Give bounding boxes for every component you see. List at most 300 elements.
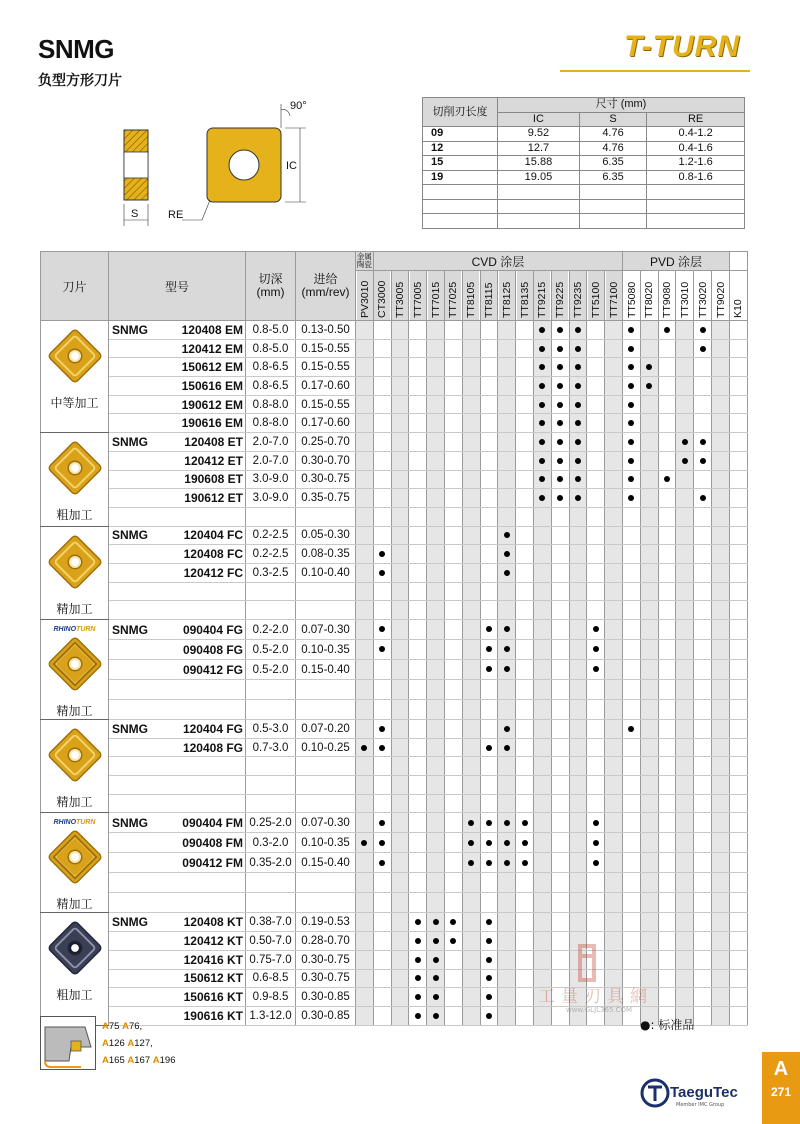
insert-image [46,726,104,784]
feed-cell: 0.10-0.40 [296,563,356,582]
depth-cell: 0.5-2.0 [246,640,296,660]
depth-cell [246,893,296,913]
company-name: TaeguTec [670,1084,738,1101]
model-code: 190612 EM [181,397,243,412]
company-sub: Member IMC Group [676,1102,725,1108]
standard-dot [486,938,492,944]
grade-cell [356,853,374,873]
grade-cell [640,640,658,660]
grade-cell [480,720,498,739]
grade-cell [569,545,587,564]
grade-cell [658,913,676,932]
depth-cell [246,601,296,620]
standard-dot [646,383,652,389]
grade-cell [462,620,480,640]
grade-cell [533,545,551,564]
feed-cell: 0.10-0.25 [296,738,356,757]
grade-header: CT3000 [373,271,391,321]
grade-cell [498,913,516,932]
grade-cell [462,377,480,396]
grade-cell [676,451,694,470]
grade-cell [640,853,658,873]
grade-cell [444,395,462,414]
grade-cell [605,414,623,433]
grade-cell [587,913,605,932]
depth-cell [246,757,296,776]
grade-cell [605,582,623,601]
reference-line [102,1052,175,1069]
grade-cell [605,738,623,757]
grade-cell [712,893,730,913]
dimension-code: 19 [423,170,498,185]
grade-cell [623,950,641,969]
grade-cell [427,893,445,913]
grade-cell [569,720,587,739]
standard-dot [504,646,510,652]
grade-cell [569,582,587,601]
depth-cell [246,873,296,893]
standard-dot [415,938,421,944]
grade-cell [729,738,747,757]
grade-cell [462,932,480,951]
grade-cell [605,433,623,452]
grade-cell [427,545,445,564]
col-re: RE [647,112,745,127]
grade-cell [658,470,676,489]
grade-cell [712,470,730,489]
grade-cell [498,489,516,508]
ref-page[interactable]: 76, [128,1021,143,1032]
grade-cell [391,950,409,969]
grade-cell [498,321,516,340]
grade-cell [623,833,641,853]
grade-cell [391,873,409,893]
model-prefix: SNMG [112,915,148,930]
standard-dot [486,626,492,632]
grade-cell [427,414,445,433]
grade-cell [427,660,445,680]
standard-dot [379,646,385,652]
feed-cell: 0.15-0.55 [296,395,356,414]
standard-dot [504,860,510,866]
model-code: 190612 ET [184,491,243,506]
grade-cell [712,620,730,640]
ref-page[interactable]: 167 [134,1055,151,1066]
dimension-row [423,127,745,142]
dimension-value: 0.4-1.6 [647,141,745,156]
grade-cell [729,853,747,873]
grade-cell [409,738,427,757]
grade-cell [516,470,534,489]
page-title: SNMG [38,34,114,64]
grade-cell [356,700,374,720]
grade-header: TT9080 [658,271,676,321]
grade-cell [373,545,391,564]
standard-dot [628,726,634,732]
table-row [41,358,748,377]
grade-cell [427,451,445,470]
grade-cell [480,470,498,489]
grade-cell [498,700,516,720]
model-code: 120408 KT [183,915,243,930]
grade-cell [658,620,676,640]
dimension-value: 4.76 [579,127,646,142]
standard-dot [593,860,599,866]
grade-cell [356,414,374,433]
grade-cell [498,932,516,951]
model-cell [109,358,246,377]
standard-dot [361,745,367,751]
grade-cell [480,563,498,582]
grade-cell [409,526,427,545]
feed-cell: 0.07-0.30 [296,620,356,640]
grade-cell [729,507,747,526]
grade-cell [480,988,498,1007]
dimension-code: 09 [423,127,498,142]
grade-header: TT8125 [498,271,516,321]
standard-dot [379,840,385,846]
grade-header: TT9020 [712,271,730,321]
model-code: 120408 EM [181,322,243,337]
grade-cell [658,988,676,1007]
standard-dot [379,820,385,826]
grade-cell [658,377,676,396]
grade-cell [480,853,498,873]
col-size: 尺寸 (mm) [498,98,745,113]
grade-cell [676,321,694,340]
grade-cell [409,620,427,640]
grade-cell [658,833,676,853]
grade-cell [551,738,569,757]
model-code: 120404 FC [183,528,243,543]
grade-cell [516,680,534,700]
grade-cell [409,913,427,932]
grade-cell [729,720,747,739]
ref-letter: A [122,1021,129,1032]
grade-cell [658,720,676,739]
grade-cell [623,358,641,377]
grade-cell [462,507,480,526]
grade-cell [605,507,623,526]
grade-cell [516,414,534,433]
depth-cell: 2.0-7.0 [246,433,296,452]
grade-cell [480,395,498,414]
grade-cell [605,339,623,358]
model-code: 090404 FG [182,622,243,637]
grade-cell [480,873,498,893]
grade-cell [516,545,534,564]
grade-cell [587,433,605,452]
grade-cell [605,660,623,680]
grade-cell [587,489,605,508]
standard-dot [433,957,439,963]
grade-cell [712,489,730,508]
grade-cell [533,813,551,833]
grade-cell [551,545,569,564]
grade-cell [427,582,445,601]
grade-cell [462,969,480,988]
grade-cell [605,893,623,913]
grade-cell [516,563,534,582]
table-row [41,738,748,757]
insert-cell [41,720,109,813]
standard-dot [557,402,563,408]
s-label: S [131,208,139,220]
ref-page[interactable]: 75 [108,1021,120,1032]
model-code: 090412 FM [182,855,243,870]
grade-cell [480,1006,498,1025]
depth-cell: 0.25-2.0 [246,813,296,833]
standard-dot [628,476,634,482]
grade-cell [462,563,480,582]
grade-cell [373,358,391,377]
grade-cell [658,680,676,700]
grade-cell [694,893,712,913]
grade-cell [427,720,445,739]
grade-cell [462,451,480,470]
grade-cell [480,507,498,526]
grade-cell [391,720,409,739]
grade-cell [551,601,569,620]
grade-cell [533,738,551,757]
model-cell [109,932,246,951]
brand-underline [560,70,750,72]
grade-cell [569,873,587,893]
grade-cell [551,640,569,660]
col-insert: 刀片 [41,252,109,321]
grade-cell [356,932,374,951]
depth-cell: 0.50-7.0 [246,932,296,951]
depth-cell [246,582,296,601]
grade-cell [480,377,498,396]
grade-cell [623,853,641,873]
grade-cell [712,526,730,545]
grade-cell [712,932,730,951]
standard-dot [593,666,599,672]
grade-cell [444,526,462,545]
grade-cell [605,853,623,873]
ref-page[interactable]: 127, [134,1038,153,1049]
grade-cell [569,853,587,873]
grade-cell [587,640,605,660]
dimension-value: 0.8-1.6 [647,170,745,185]
ref-letter: A [102,1038,109,1049]
grade-cell [356,640,374,660]
grade-cell [409,873,427,893]
grade-header: TT3005 [391,271,409,321]
watermark-logo [536,944,596,984]
grade-cell [729,640,747,660]
watermark-text: 工量刃具網 [538,987,653,1007]
grade-cell [498,507,516,526]
grade-cell [658,545,676,564]
standard-dot [539,495,545,501]
grade-cell [623,601,641,620]
re-label: RE [168,209,184,221]
grade-cell [498,451,516,470]
grade-cell [569,377,587,396]
dimension-value [579,214,646,229]
standard-dot [557,327,563,333]
dimension-code: 12 [423,141,498,156]
grade-cell [551,339,569,358]
model-cell [109,794,246,813]
standard-dot [628,364,634,370]
grade-cell [533,470,551,489]
grade-cell [427,950,445,969]
feed-cell [296,700,356,720]
model-cell [109,893,246,913]
grade-cell [480,969,498,988]
grade-cell [551,873,569,893]
grade-cell [640,738,658,757]
standard-dot [504,551,510,557]
grade-cell [729,489,747,508]
grade-header: TT8020 [640,271,658,321]
grade-cell [516,932,534,951]
ref-page[interactable]: 126 [108,1038,125,1049]
grade-cell [533,321,551,340]
grade-cell [658,776,676,795]
grade-cell [462,833,480,853]
grade-cell [569,757,587,776]
grade-cell [427,913,445,932]
grade-cell [605,794,623,813]
page-letter: A [773,1058,789,1080]
depth-cell: 0.2-2.5 [246,526,296,545]
grade-cell [391,969,409,988]
grade-cell [569,433,587,452]
grade-cell [623,545,641,564]
insert-photo [41,533,108,594]
grade-cell [462,601,480,620]
machining-category: 中等加工 [50,396,99,410]
feed-cell [296,680,356,700]
grade-cell [533,853,551,873]
grade-cell [694,813,712,833]
depth-cell: 0.5-2.0 [246,660,296,680]
grade-cell [391,433,409,452]
depth-cell: 0.2-2.0 [246,620,296,640]
grade-cell [676,414,694,433]
grade-cell [444,601,462,620]
standard-dot [539,458,545,464]
grade-cell [498,794,516,813]
dimension-value [498,214,580,229]
depth-cell: 0.8-5.0 [246,321,296,340]
grade-cell [551,776,569,795]
grade-cell [480,680,498,700]
grade-cell [373,969,391,988]
grade-cell [676,969,694,988]
model-prefix: SNMG [112,528,148,543]
grade-cell [640,680,658,700]
grade-cell [694,873,712,893]
grade-cell [516,738,534,757]
grade-cell [712,601,730,620]
grade-cell [356,680,374,700]
standard-dot [433,1013,439,1019]
table-row [41,680,748,700]
ref-letter: A [102,1021,109,1032]
grade-cell [533,395,551,414]
standard-dot [415,1013,421,1019]
grade-cell [640,545,658,564]
model-cell [109,526,246,545]
table-row [41,321,748,340]
model-cell [109,853,246,873]
grade-cell [444,620,462,640]
grade-cell [480,545,498,564]
feed-cell: 0.08-0.35 [296,545,356,564]
grade-cell [462,913,480,932]
table-row [41,853,748,873]
grade-cell [391,395,409,414]
standard-dot [557,383,563,389]
grade-cell [694,853,712,873]
grade-cell [516,720,534,739]
grade-cell [729,563,747,582]
ref-page[interactable]: 196 [159,1055,176,1066]
grade-cell [605,640,623,660]
grade-cell [444,433,462,452]
model-prefix: SNMG [112,322,148,337]
reference-thumbnail [40,1016,96,1070]
grade-cell [587,893,605,913]
grade-cell [623,932,641,951]
grade-cell [444,582,462,601]
grade-cell [516,507,534,526]
grade-cell [391,1006,409,1025]
grade-cell [640,563,658,582]
grade-cell [462,582,480,601]
grade-cell [694,738,712,757]
grade-header: TT8115 [480,271,498,321]
grade-cell [444,913,462,932]
ref-page[interactable]: 165 [108,1055,125,1066]
grade-cell [729,932,747,951]
standard-dot [557,364,563,370]
grade-header: K10 [729,271,747,321]
machining-category: 精加工 [56,795,93,809]
standard-dot [379,570,385,576]
grade-cell [676,582,694,601]
grade-cell [498,601,516,620]
grade-cell [676,395,694,414]
grade-cell [712,738,730,757]
standard-dot [575,458,581,464]
grade-cell [373,526,391,545]
grade-cell [658,950,676,969]
grade-cell [373,913,391,932]
grade-cell [712,414,730,433]
grade-cell [444,414,462,433]
grade-cell [427,757,445,776]
model-cell [109,582,246,601]
standard-dot [539,420,545,426]
grade-cell [729,893,747,913]
grade-cell [676,873,694,893]
grade-cell [480,950,498,969]
grade-cell [694,601,712,620]
insert-cell [41,620,109,720]
grade-cell [623,582,641,601]
grade-cell [409,339,427,358]
grade-cell [373,507,391,526]
angle-label: 90° [290,100,307,112]
grade-cell [498,563,516,582]
grade-cell [427,321,445,340]
